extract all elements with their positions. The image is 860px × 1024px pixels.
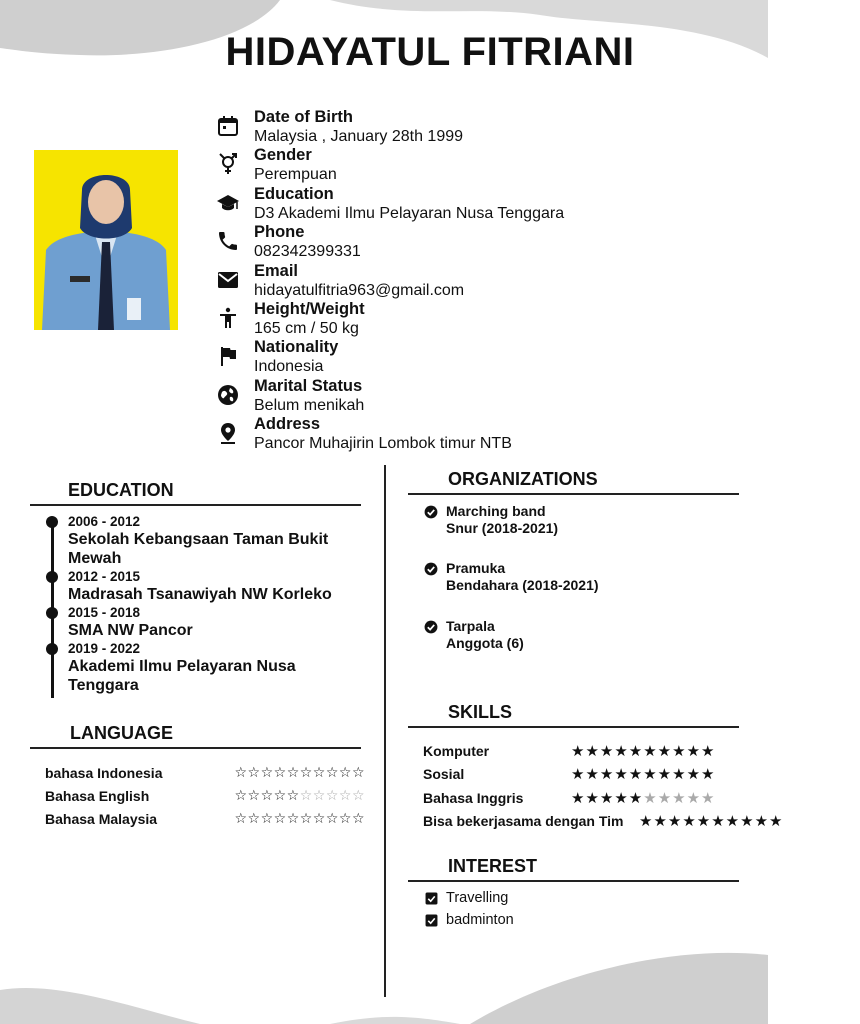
timeline-dot <box>46 643 58 655</box>
info-value: 082342399331 <box>254 243 361 261</box>
interest-title: INTEREST <box>448 856 538 876</box>
language-rating-stars <box>234 810 365 827</box>
interest-label: badminton <box>446 912 514 928</box>
check-circle-icon <box>424 505 438 519</box>
skills-divider <box>408 726 739 728</box>
organizations-title: ORGANIZATIONS <box>448 469 598 489</box>
language-name: bahasa Indonesia <box>45 764 163 781</box>
organization-item <box>424 503 558 537</box>
education-item <box>68 513 368 568</box>
skill-name: Bisa bekerjasama dengan Tim <box>423 813 624 829</box>
phone-icon <box>216 229 240 253</box>
personal-info-list <box>216 108 756 454</box>
interest-item <box>425 890 508 906</box>
info-value: Perempuan <box>254 166 337 184</box>
education-title: EDUCATION <box>68 480 174 500</box>
education-item <box>68 568 368 604</box>
education-years: 2012 - 2015 <box>68 569 141 584</box>
gender-icon <box>216 152 240 176</box>
education-school: Akademi Ilmu Pelayaran Nusa Tenggara <box>68 658 296 694</box>
skill-rating-stars: ★★★★★★★★★★ <box>639 813 784 830</box>
star-rating: ☆☆☆☆☆☆☆☆☆☆ <box>234 810 365 826</box>
timeline-dot <box>46 571 58 583</box>
education-item <box>68 640 368 695</box>
info-label: Email <box>254 261 299 280</box>
organization-item <box>424 618 524 652</box>
info-row-email <box>216 262 756 300</box>
education-years: 2019 - 2022 <box>68 641 141 656</box>
info-value: Indonesia <box>254 358 324 376</box>
language-title: LANGUAGE <box>70 723 173 743</box>
interest-label: Travelling <box>446 890 509 906</box>
person-icon <box>216 306 240 330</box>
calendar-icon <box>216 114 240 138</box>
skill-rating-stars: ★★★★★★★★★★ <box>571 743 716 760</box>
info-row-phone <box>216 223 756 261</box>
skill-name: Sosial <box>423 766 465 782</box>
info-value: D3 Akademi Ilmu Pelayaran Nusa Tenggara <box>254 204 565 222</box>
timeline-dot <box>46 607 58 619</box>
language-name: Bahasa Malaysia <box>45 810 158 827</box>
language-row <box>45 810 365 827</box>
organization-role: Snur (2018-2021) <box>446 520 559 536</box>
skill-rating-stars: ★★★★★★★★★★ <box>571 790 716 807</box>
organization-role: Anggota (6) <box>446 635 524 651</box>
info-value: 165 cm / 50 kg <box>254 319 359 337</box>
timeline-dot <box>46 516 58 528</box>
language-rating-stars <box>234 787 365 804</box>
info-row-date-of-birth <box>216 108 756 146</box>
info-label: Address <box>254 415 321 434</box>
organization-name: Pramuka <box>446 560 506 576</box>
profile-photo <box>34 150 178 330</box>
organization-name: Marching band <box>446 503 546 519</box>
education-years: 2006 - 2012 <box>68 514 141 529</box>
flag-icon <box>216 344 240 368</box>
info-row-education <box>216 185 756 223</box>
info-row-gender <box>216 146 756 184</box>
info-row-height-weight <box>216 300 756 338</box>
education-school: Sekolah Kebangsaan Taman Bukit Mewah <box>68 531 329 567</box>
info-row-nationality <box>216 338 756 376</box>
info-row-address <box>216 415 756 453</box>
info-label: Phone <box>254 223 305 242</box>
language-rating-stars <box>234 764 365 781</box>
check-circle-icon <box>424 620 438 634</box>
education-school: SMA NW Pancor <box>68 622 193 639</box>
info-label: Marital Status <box>254 376 363 395</box>
info-value: Malaysia , January 28th 1999 <box>254 128 464 145</box>
info-label: Gender <box>254 146 312 165</box>
language-row <box>45 787 365 804</box>
education-years: 2015 - 2018 <box>68 605 141 620</box>
info-value: hidayatulfitria963@gmail.com <box>254 281 465 299</box>
globe-icon <box>216 383 240 407</box>
graduation-cap-icon <box>216 191 240 215</box>
skill-rating-stars: ★★★★★★★★★★ <box>571 766 716 783</box>
info-value: Pancor Muhajirin Lombok timur NTB <box>254 435 512 453</box>
language-name: Bahasa English <box>45 787 150 804</box>
star-rating: ☆☆☆☆☆☆☆☆☆☆ <box>234 764 365 780</box>
language-divider <box>30 747 361 749</box>
checkbox-checked-icon <box>425 914 438 927</box>
language-row <box>45 764 365 781</box>
info-label: Height/Weight <box>254 299 365 318</box>
check-circle-icon <box>424 562 438 576</box>
education-school: Madrasah Tsanawiyah NW Korleko <box>68 586 332 603</box>
organization-name: Tarpala <box>446 618 495 634</box>
location-pin-icon <box>216 421 240 445</box>
education-divider <box>30 504 361 506</box>
star-rating: ☆☆☆☆☆☆☆☆☆☆ <box>234 787 365 803</box>
column-divider <box>384 465 386 997</box>
info-row-marital-status <box>216 377 756 415</box>
skill-name: Komputer <box>423 743 490 759</box>
resume-name: HIDAYATUL FITRIANI <box>225 30 635 74</box>
organization-role: Bendahara (2018-2021) <box>446 577 599 593</box>
interest-divider <box>408 880 739 882</box>
mail-icon <box>216 268 240 292</box>
checkbox-checked-icon <box>425 892 438 905</box>
organization-item <box>424 560 599 594</box>
skills-title: SKILLS <box>448 702 513 722</box>
info-label: Date of Birth <box>254 108 353 126</box>
info-label: Nationality <box>254 338 339 357</box>
info-label: Education <box>254 184 334 203</box>
info-value: Belum menikah <box>254 396 365 414</box>
skill-name: Bahasa Inggris <box>423 790 524 806</box>
education-item <box>68 604 368 640</box>
interest-item <box>425 912 514 928</box>
organizations-divider <box>408 493 739 495</box>
